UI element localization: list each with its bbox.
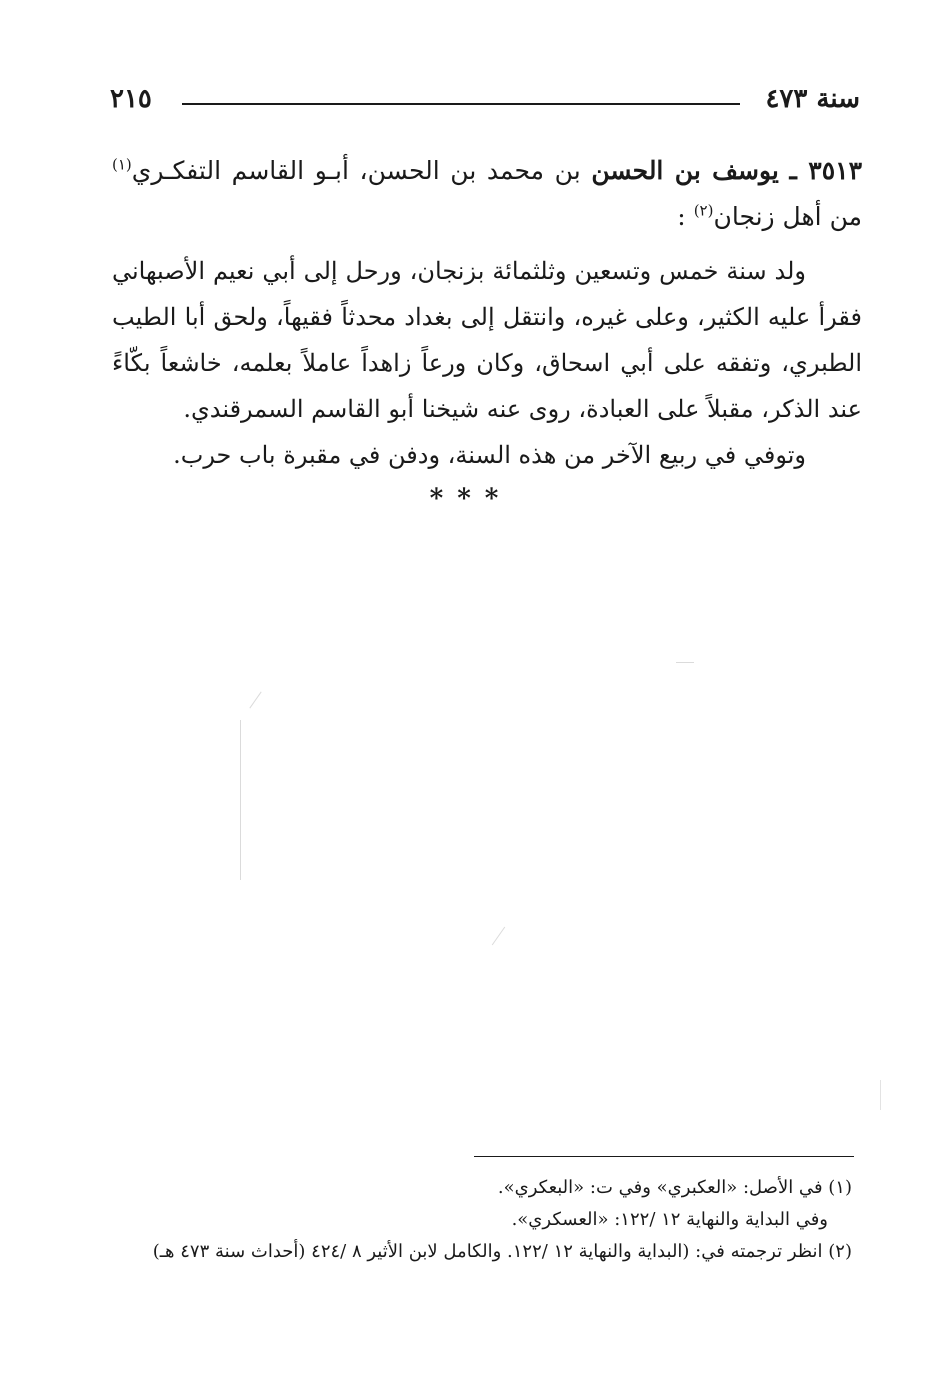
biography-body xyxy=(112,248,862,478)
entry-lineage: بن محمد بن الحسن، أبـو القاسم التفكـري xyxy=(131,156,581,185)
footnotes xyxy=(112,1172,852,1268)
running-header xyxy=(110,84,860,124)
asterism: *** xyxy=(429,484,513,514)
header-year-label: سنة ٤٧٣ xyxy=(765,84,860,114)
scan-speck xyxy=(880,1080,881,1110)
entry-number: ٣٥١٣ ـ xyxy=(789,156,862,185)
footnote-2: (٢) انظر ترجمته في: (البداية والنهاية ١٢ /١٢٢. والكامل لابن الأثير ٨ /٤٢٤ (أحداث سنة ٤٧٣ هـ) xyxy=(152,1241,852,1262)
entry-colon: : xyxy=(677,202,686,231)
biography-entry-heading xyxy=(112,148,862,240)
scan-speck xyxy=(492,927,505,946)
footnote-1-continuation: وفي البداية والنهاية ١٢ /١٢٢: «العسكري». xyxy=(511,1209,828,1230)
entry-origin: من أهل زنجان xyxy=(713,202,862,231)
scan-speck xyxy=(249,692,261,709)
scan-speck xyxy=(676,662,694,663)
footnote-ref-2: (٢) xyxy=(693,201,714,220)
section-separator xyxy=(0,484,942,514)
scan-speck xyxy=(240,720,241,880)
footnote-1: (١) في الأصل: «العكبري» وفي ت: «البعكري». xyxy=(497,1177,852,1198)
footnote-rule xyxy=(474,1156,854,1157)
body-paragraph-1: ولد سنة خمس وتسعين وثلثمائة بزنجان، ورحل إلى أبي نعيم الأصبهاني فقرأ عليه الكثير، وعلى غيره، وانتقل إلى بغداد محدثاً فقيهاً، ولحق أبا الطيب الطبري، وتفقه على أبي اسحاق، وكان ورعاً زاهداً عاملاً بعلمه، خاشعاً بكّاءً عند الذكر، مقبلاً على العبادة، روى عنه شيخنا أبو القاسم السمرقندي. xyxy=(112,257,862,423)
page-number: ٢١٥ xyxy=(110,84,152,114)
body-paragraph-2: وتوفي في ربيع الآخر من هذه السنة، ودفن في مقبرة باب حرب. xyxy=(173,441,806,469)
entry-name: يوسف بن الحسن xyxy=(591,156,779,185)
footnote-ref-1: (١) xyxy=(112,155,132,174)
header-rule xyxy=(182,103,740,105)
